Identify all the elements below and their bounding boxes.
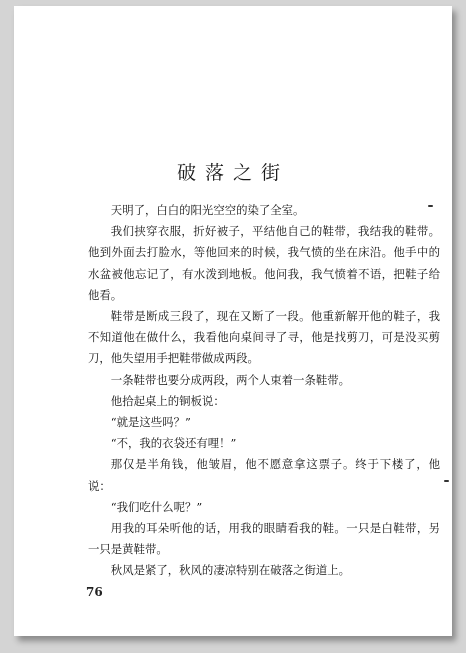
- body-text: [88, 200, 440, 582]
- paragraph: 那仅是半角钱，他皱眉，他不愿意拿这票子。终于下楼了，他说：: [88, 457, 440, 493]
- paragraph: “就是这些吗？”: [110, 415, 191, 430]
- book-page: [14, 6, 452, 636]
- paragraph: 鞋带是断成三段了，现在又断了一段。他重新解开他的鞋子，我不知道他在做什么，我看他向桌间寻了寻，他是找剪刀，可是没买剪刀，他失望用手把鞋带做成两段。: [88, 309, 440, 366]
- paragraph: 用我的耳朵听他的话，用我的眼睛看我的鞋。一只是白鞋带，另一只是黄鞋带。: [88, 521, 440, 557]
- paragraph: “我们吃什么呢？”: [110, 499, 203, 514]
- ink-mark: [444, 480, 449, 482]
- paragraph: 天明了，白白的阳光空空的染了全室。: [110, 203, 305, 217]
- page-number: 76: [86, 585, 103, 599]
- ink-mark: [428, 205, 433, 207]
- paragraph: 我们挟穿衣服，折好被子，平结他自己的鞋带，我结我的鞋带。他到外面去打脸水，等他回来的时候，我气愤的坐在床沿。他手中的水盆被他忘记了，有水泼到地板。他问我，我气愤着不语，把鞋子给他看。: [88, 224, 440, 302]
- paragraph: 一条鞋带也要分成两段，两个人束着一条鞋带。: [110, 372, 351, 387]
- paragraph: 秋风是紧了，秋风的凄凉特别在破落之街道上。: [110, 563, 351, 578]
- paragraph: 他拾起桌上的铜板说：: [110, 393, 225, 408]
- chapter-title: 破落之街: [176, 162, 289, 184]
- paragraph: “不，我的衣袋还有哩！”: [110, 436, 237, 451]
